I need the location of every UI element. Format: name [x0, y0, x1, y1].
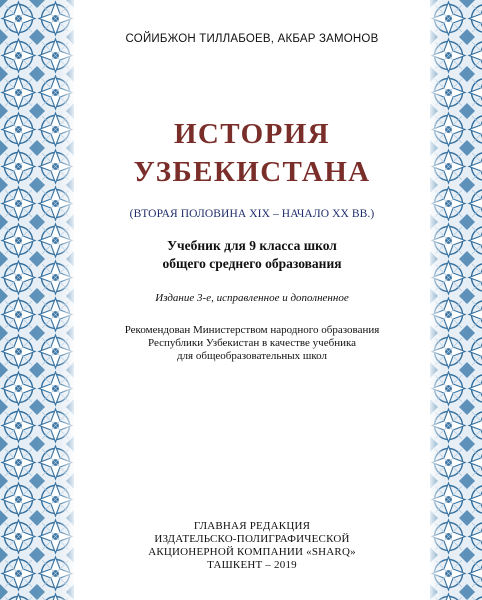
- publisher-line-3: АКЦИОНЕРНОЙ КОМПАНИИ «SHARQ»: [148, 546, 356, 558]
- islamic-geometric-ornament-icon: [430, 0, 482, 600]
- book-subtitle: (ВТОРАЯ ПОЛОВИНА XIX – НАЧАЛО XX ВВ.): [129, 208, 375, 220]
- textbook-description-line-2: общего среднего образования: [162, 256, 342, 271]
- authors: СОЙИБЖОН ТИЛЛАБОЕВ, АКБАР ЗАМОНОВ: [125, 33, 379, 45]
- right-ornament-border: [430, 0, 482, 600]
- publisher-line-1: ГЛАВНАЯ РЕДАКЦИЯ: [193, 520, 311, 532]
- publisher-city-year: ТАШКЕНТ – 2019: [207, 559, 297, 571]
- left-ornament-border: [0, 0, 74, 600]
- textbook-description-line-1: Учебник для 9 класса школ: [167, 238, 337, 253]
- recommendation-line-1: Рекомендован Министерством народного образования: [124, 324, 380, 336]
- recommendation-line-3: для общеобразовательных школ: [176, 350, 328, 362]
- book-title-line-1: ИСТОРИЯ: [173, 118, 331, 150]
- islamic-geometric-ornament-icon: [0, 0, 74, 600]
- cover-content: [74, 0, 430, 600]
- publisher-line-2: ИЗДАТЕЛЬСКО-ПОЛИГРАФИЧЕСКОЙ: [154, 533, 350, 545]
- recommendation-line-2: Республики Узбекистан в качестве учебника: [147, 337, 357, 349]
- edition-note: Издание 3-е, исправленное и дополненное: [155, 292, 349, 304]
- book-title-line-2: УЗБЕКИСТАНА: [133, 156, 371, 188]
